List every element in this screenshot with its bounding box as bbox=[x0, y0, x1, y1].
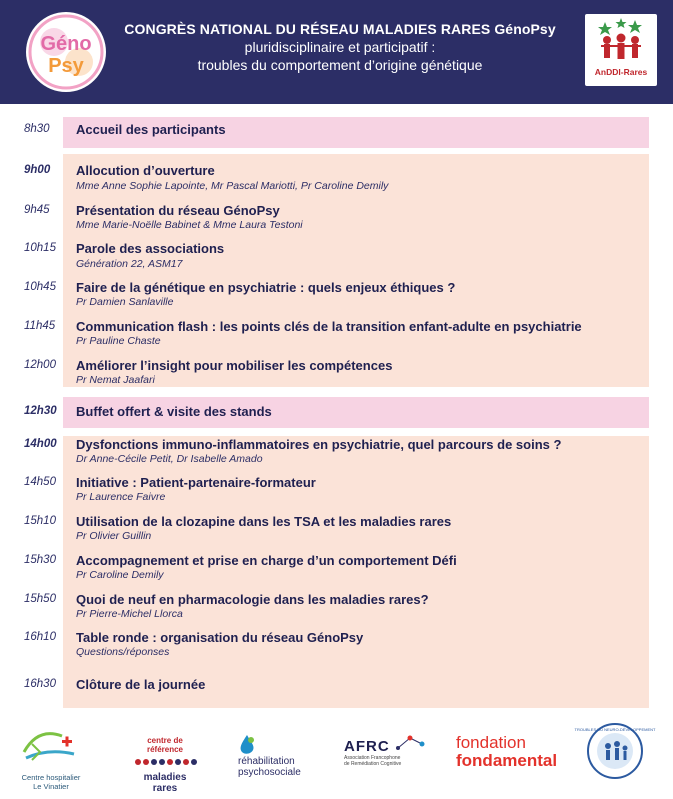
programme-speakers: Pr Olivier Guillin bbox=[76, 530, 152, 542]
vinatier-line2: Le Vinatier bbox=[33, 782, 69, 791]
afrc-line2: de Remédiation Cognitive bbox=[344, 761, 402, 767]
anddi-rares-label: AnDDI-Rares bbox=[594, 67, 648, 77]
programme-speakers: Pr Caroline Demily bbox=[76, 569, 164, 581]
tnd-seal-logo bbox=[574, 722, 656, 780]
tnd-seal-text: TROUBLES DU NEURO-DÉVELOPPEMENT bbox=[574, 727, 656, 732]
programme-time: 8h30 bbox=[24, 123, 50, 135]
programme-speakers: Génération 22, ASM17 bbox=[76, 258, 183, 270]
vinatier-logo bbox=[18, 722, 84, 792]
rehab-drop-icon bbox=[236, 734, 258, 756]
programme-time: 11h45 bbox=[24, 320, 56, 332]
programme-speakers: Dr Anne-Cécile Petit, Dr Isabelle Amado bbox=[76, 453, 263, 465]
partner-logos bbox=[0, 712, 673, 799]
programme-title: Buffet offert & visite des stands bbox=[76, 404, 272, 419]
programme-speakers: Pr Nemat Jaafari bbox=[76, 374, 155, 386]
cdr-line1: centre de référence bbox=[146, 736, 184, 754]
rehab-line2: psychosociale bbox=[238, 767, 301, 778]
fondation-line2: fondamental bbox=[456, 751, 558, 770]
vinatier-swirl-icon bbox=[18, 722, 84, 768]
programme-title: Table ronde : organisation du réseau GénoPsy bbox=[76, 630, 364, 645]
programme-time: 16h10 bbox=[24, 631, 56, 643]
programme-title: Clôture de la journée bbox=[76, 677, 206, 692]
programme-speakers: Mme Marie-Noëlle Babinet & Mme Laura Testoni bbox=[76, 219, 303, 231]
programme-title: Accompagnement et prise en charge d’un comportement Défi bbox=[76, 553, 457, 568]
programme-title: Quoi de neuf en pharmacologie dans les maladies rares? bbox=[76, 592, 429, 607]
programme-title: Allocution d’ouverture bbox=[76, 163, 215, 178]
programme-title: Faire de la génétique en psychiatrie : quels enjeux éthiques ? bbox=[76, 280, 456, 295]
programme-speakers: Questions/réponses bbox=[76, 646, 170, 658]
programme-title: Initiative : Patient-partenaire-formateur bbox=[76, 475, 316, 490]
programme-time: 14h00 bbox=[24, 438, 57, 450]
programme-title: Présentation du réseau GénoPsy bbox=[76, 203, 280, 218]
programme-time: 9h00 bbox=[24, 164, 51, 176]
programme-title: Utilisation de la clozapine dans les TSA et les maladies rares bbox=[76, 514, 452, 529]
afrc-line1: Association Francophone bbox=[344, 755, 401, 761]
programme-time: 12h00 bbox=[24, 359, 56, 371]
cdr-maladies-rares-logo bbox=[130, 736, 200, 794]
page-subtitle-2: troubles du comportement d’origine génétique bbox=[197, 57, 483, 73]
programme-title: Parole des associations bbox=[76, 241, 225, 256]
programme-time: 15h50 bbox=[24, 593, 56, 605]
page-title: CONGRÈS NATIONAL DU RÉSEAU MALADIES RARES GénoPsy bbox=[124, 21, 556, 37]
programme-time: 15h30 bbox=[24, 554, 56, 566]
afrc-logo bbox=[344, 738, 428, 778]
programme-title: Accueil des participants bbox=[76, 122, 226, 137]
programme-speakers: Pr Laurence Faivre bbox=[76, 491, 166, 503]
programme-time: 16h30 bbox=[24, 678, 56, 690]
programme-time: 14h50 bbox=[24, 476, 56, 488]
programme-time: 9h45 bbox=[24, 204, 50, 216]
genopsy-logo-line2: Psy bbox=[48, 55, 84, 77]
afrc-name: AFRC bbox=[344, 738, 390, 755]
programme-speakers: Pr Damien Sanlaville bbox=[76, 296, 174, 308]
vinatier-line1: Centre hospitalier bbox=[21, 773, 81, 782]
programme-title: Communication flash : les points clés de la transition enfant-adulte en psychiatrie bbox=[76, 319, 582, 334]
rehab-logo bbox=[236, 734, 318, 778]
rehab-line1: réhabilitation bbox=[238, 756, 295, 767]
cdr-dots-icon bbox=[130, 757, 200, 767]
page-subtitle-1: pluridisciplinaire et participatif : bbox=[244, 39, 436, 55]
programme-title: Dysfonctions immuno-inflammatoires en psychiatrie, quel parcours de soins ? bbox=[76, 437, 562, 452]
programme-speakers: Pr Pierre-Michel Llorca bbox=[76, 608, 183, 620]
programme-speakers: Pr Pauline Chaste bbox=[76, 335, 161, 347]
programme-time: 15h10 bbox=[24, 515, 56, 527]
programme-time: 10h45 bbox=[24, 281, 56, 293]
afrc-network-icon bbox=[396, 732, 426, 752]
programme-speakers: Mme Anne Sophie Lapointe, Mr Pascal Mariotti, Pr Caroline Demily bbox=[76, 180, 389, 192]
fondation-line1: fondation bbox=[456, 733, 526, 752]
programme-title: Améliorer l’insight pour mobiliser les compétences bbox=[76, 358, 393, 373]
cdr-line2: maladies rares bbox=[143, 772, 187, 794]
programme-time: 10h15 bbox=[24, 242, 56, 254]
programme-time: 12h30 bbox=[24, 405, 57, 417]
fondamental-logo bbox=[456, 734, 564, 774]
genopsy-logo-line1: Géno bbox=[40, 33, 92, 55]
